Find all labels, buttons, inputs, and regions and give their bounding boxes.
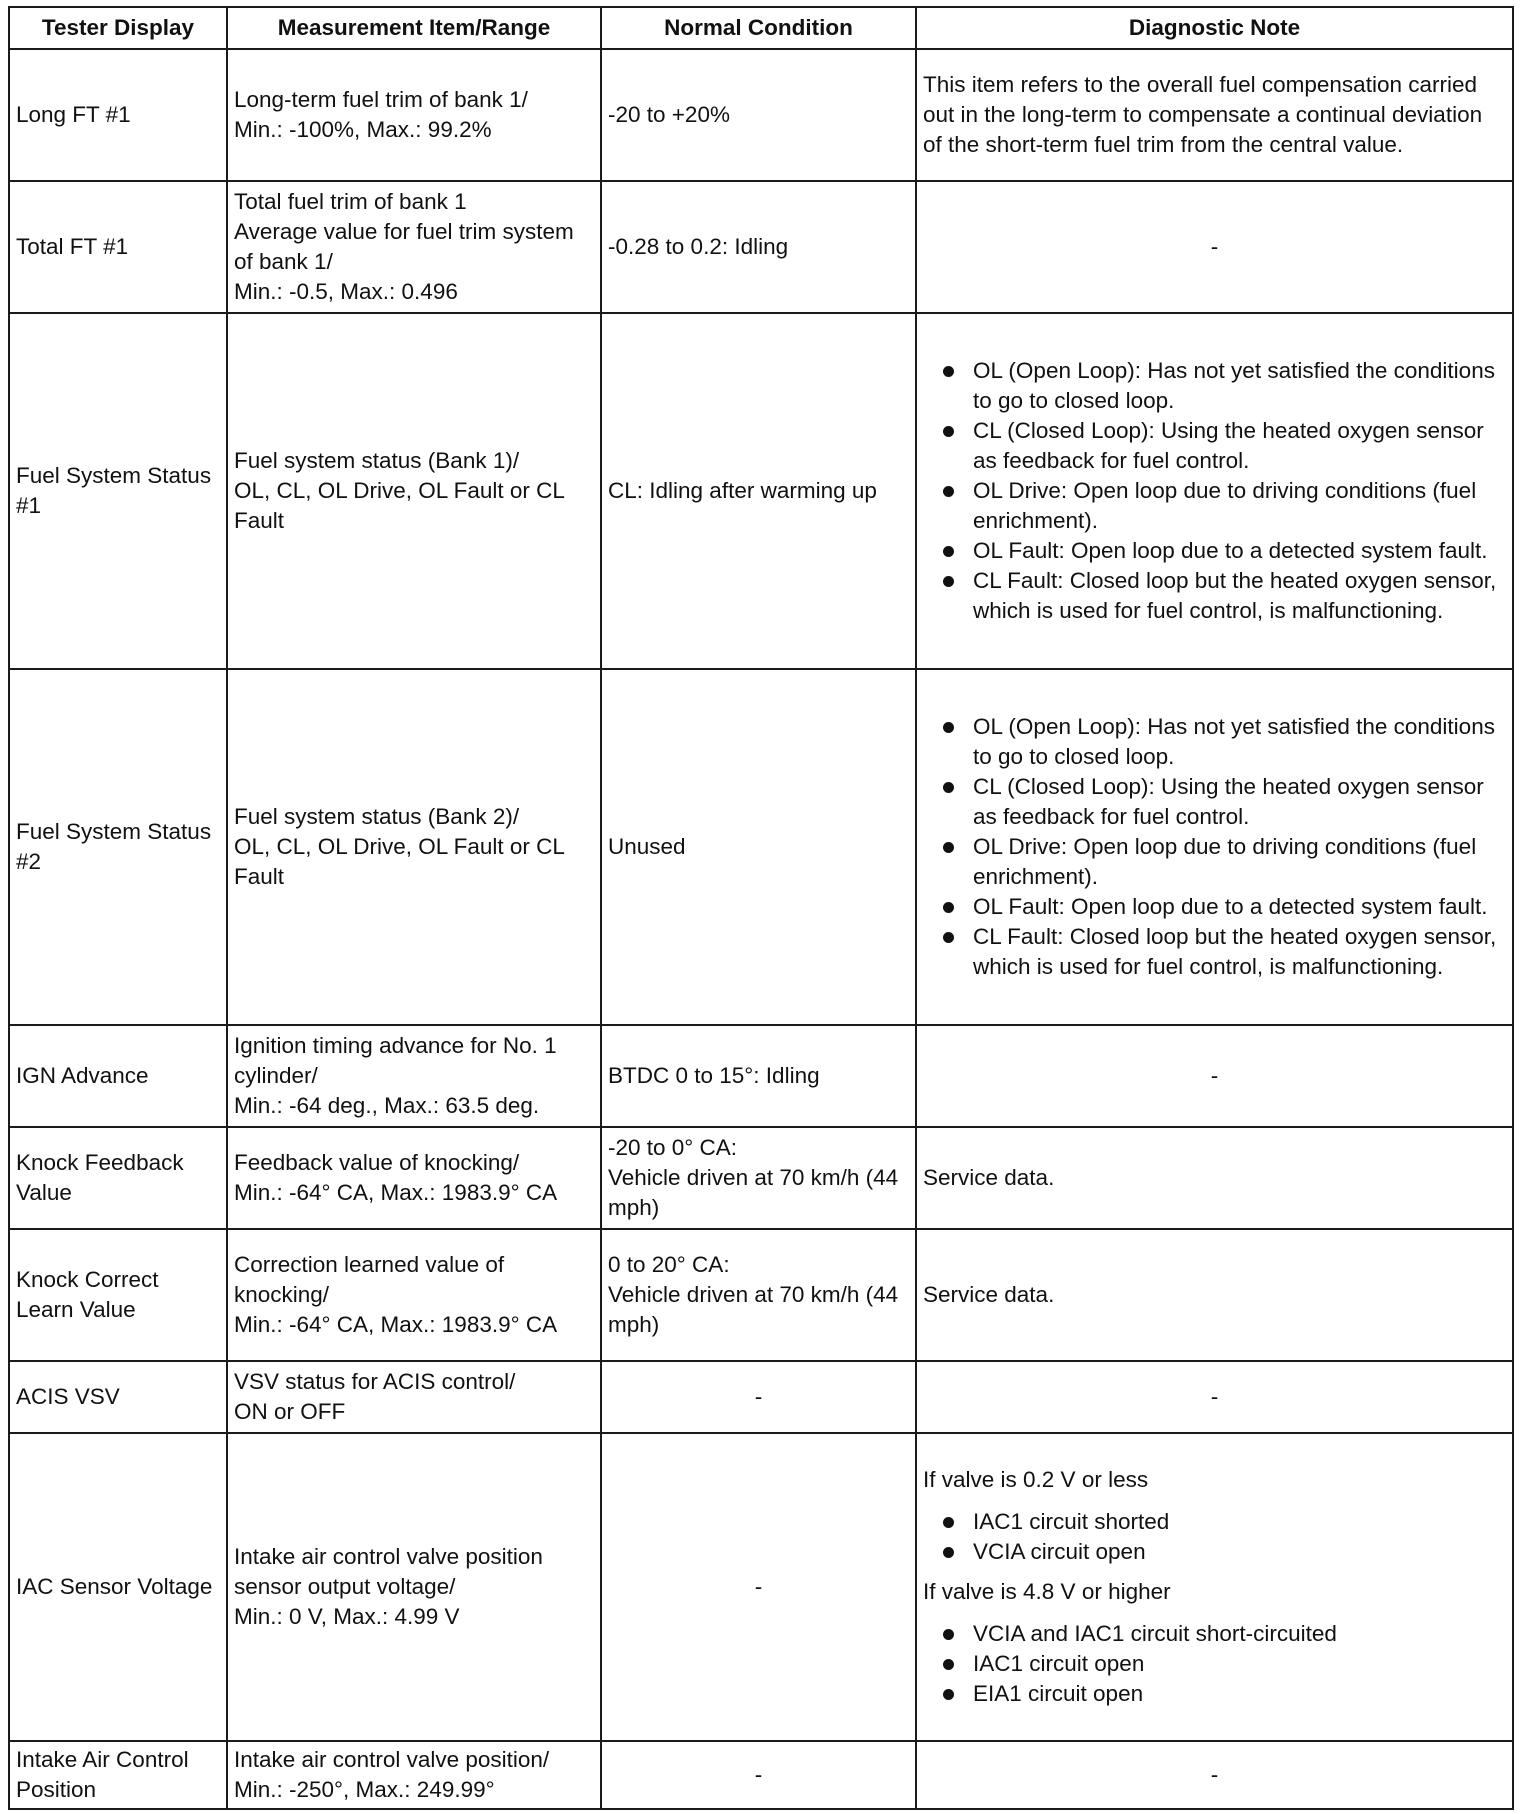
table-row: [9, 313, 1513, 669]
measurement-cell-line: Min.: -64° CA, Max.: 1983.9° CA: [234, 1312, 558, 1337]
table-row: [9, 669, 1513, 1025]
note-bullet: EIA1 circuit open: [923, 1679, 1506, 1709]
measurement-cell: [227, 313, 601, 669]
table-row: [9, 1741, 1513, 1809]
measurement-cell-line: Feedback value of knocking/: [234, 1150, 520, 1175]
note-bullet: IAC1 circuit open: [923, 1649, 1506, 1679]
table-row: [9, 49, 1513, 181]
note-bullet: OL Drive: Open loop due to driving conditions (fuel enrichment).: [923, 476, 1506, 536]
table-row: [9, 181, 1513, 313]
tester-display-cell: Knock Feedback Value: [9, 1127, 227, 1229]
measurement-cell-line: Intake air control valve position/: [234, 1747, 550, 1772]
normal-condition-cell-line: 0 to 20° CA:: [608, 1252, 730, 1277]
normal-condition-cell-line: -: [754, 1384, 763, 1409]
normal-condition-cell: [601, 49, 916, 181]
normal-condition-cell: [601, 669, 916, 1025]
measurement-cell-line: ON or OFF: [234, 1399, 346, 1424]
tester-display-cell: IAC Sensor Voltage: [9, 1433, 227, 1741]
measurement-cell-line: Fuel system status (Bank 1)/: [234, 448, 520, 473]
tester-display-cell: Fuel System Status #2: [9, 669, 227, 1025]
measurement-cell-line: Intake air control valve position sensor output voltage/: [234, 1544, 543, 1599]
measurement-cell: [227, 181, 601, 313]
diagnostic-note-cell: -: [916, 1025, 1513, 1127]
measurement-cell-line: Min.: -0.5, Max.: 0.496: [234, 279, 458, 304]
normal-condition-cell: [601, 1229, 916, 1361]
tester-display-cell: Fuel System Status #1: [9, 313, 227, 669]
table-row: [9, 1229, 1513, 1361]
diagnostic-note-cell: This item refers to the overall fuel compensation carried out in the long-term to compensate a continual deviation of the short-term fuel trim from the central value.: [916, 49, 1513, 181]
note-bullet: CL Fault: Closed loop but the heated oxygen sensor, which is used for fuel control, is malfunctioning.: [923, 566, 1506, 626]
measurement-cell: [227, 1433, 601, 1741]
diagnostic-data-table: [8, 6, 1514, 1810]
diagnostic-note-cell: Service data.: [916, 1127, 1513, 1229]
normal-condition-cell-line: Unused: [608, 834, 686, 859]
measurement-cell-line: Fuel system status (Bank 2)/: [234, 804, 520, 829]
note-bullet: CL Fault: Closed loop but the heated oxygen sensor, which is used for fuel control, is malfunctioning.: [923, 922, 1506, 982]
normal-condition-cell-line: -20 to +20%: [608, 102, 730, 127]
note-bullet: OL Fault: Open loop due to a detected system fault.: [923, 892, 1506, 922]
measurement-cell-line: Min.: -100%, Max.: 99.2%: [234, 117, 492, 142]
note-bullet: CL (Closed Loop): Using the heated oxygen sensor as feedback for fuel control.: [923, 772, 1506, 832]
note-heading: If valve is 4.8 V or higher: [923, 1579, 1171, 1604]
measurement-cell-line: Ignition timing advance for No. 1 cylinder/: [234, 1033, 557, 1088]
tester-display-cell: Total FT #1: [9, 181, 227, 313]
note-bullet: VCIA circuit open: [923, 1537, 1506, 1567]
measurement-cell: [227, 49, 601, 181]
tester-display-cell: ACIS VSV: [9, 1361, 227, 1433]
normal-condition-cell: [601, 1025, 916, 1127]
note-bullet: IAC1 circuit shorted: [923, 1507, 1506, 1537]
note-bullet-list: [923, 1507, 1506, 1567]
normal-condition-cell: [601, 1361, 916, 1433]
note-heading: If valve is 0.2 V or less: [923, 1467, 1149, 1492]
measurement-cell-line: Min.: -64° CA, Max.: 1983.9° CA: [234, 1180, 558, 1205]
measurement-cell: [227, 1361, 601, 1433]
note-bullet-list: [923, 356, 1506, 626]
normal-condition-cell-line: Vehicle driven at 70 km/h (44 mph): [608, 1165, 899, 1220]
measurement-cell: [227, 669, 601, 1025]
measurement-cell-line: Long-term fuel trim of bank 1/: [234, 87, 528, 112]
normal-condition-cell-line: -: [754, 1762, 763, 1787]
diagnostic-note-cell: [916, 313, 1513, 669]
note-bullet: OL (Open Loop): Has not yet satisfied the conditions to go to closed loop.: [923, 356, 1506, 416]
diagnostic-note-cell: -: [916, 1741, 1513, 1809]
table-row: [9, 1433, 1513, 1741]
note-bullet: CL (Closed Loop): Using the heated oxygen sensor as feedback for fuel control.: [923, 416, 1506, 476]
normal-condition-cell: [601, 313, 916, 669]
normal-condition-cell-line: -: [754, 1574, 763, 1599]
measurement-cell-line: Min.: 0 V, Max.: 4.99 V: [234, 1604, 460, 1629]
header-measurement-item: Measurement Item/Range: [227, 7, 601, 49]
table-row: [9, 1361, 1513, 1433]
diagnostic-note-cell: [916, 1433, 1513, 1741]
measurement-cell-line: Average value for fuel trim system of bank 1/: [234, 219, 574, 274]
measurement-cell-line: Min.: -250°, Max.: 249.99°: [234, 1777, 495, 1802]
tester-display-cell: Intake Air Control Position: [9, 1741, 227, 1809]
tester-display-cell: Knock Correct Learn Value: [9, 1229, 227, 1361]
diagnostic-note-cell: [916, 669, 1513, 1025]
measurement-cell: [227, 1025, 601, 1127]
table-header-row: [9, 7, 1513, 49]
measurement-cell-line: Total fuel trim of bank 1: [234, 189, 467, 214]
measurement-cell-line: VSV status for ACIS control/: [234, 1369, 516, 1394]
measurement-cell: [227, 1127, 601, 1229]
note-bullet: VCIA and IAC1 circuit short-circuited: [923, 1619, 1506, 1649]
table-row: [9, 1025, 1513, 1127]
diagnostic-note-cell: Service data.: [916, 1229, 1513, 1361]
normal-condition-cell: [601, 181, 916, 313]
measurement-cell: [227, 1229, 601, 1361]
normal-condition-cell-line: Vehicle driven at 70 km/h (44 mph): [608, 1282, 899, 1337]
normal-condition-cell-line: -0.28 to 0.2: Idling: [608, 234, 789, 259]
normal-condition-cell-line: BTDC 0 to 15°: Idling: [608, 1063, 820, 1088]
diagnostic-note-cell: -: [916, 181, 1513, 313]
diagnostic-note-cell: -: [916, 1361, 1513, 1433]
measurement-cell: [227, 1741, 601, 1809]
header-diagnostic-note: Diagnostic Note: [916, 7, 1513, 49]
normal-condition-cell: [601, 1433, 916, 1741]
note-bullet: OL Fault: Open loop due to a detected system fault.: [923, 536, 1506, 566]
note-bullet: OL Drive: Open loop due to driving conditions (fuel enrichment).: [923, 832, 1506, 892]
measurement-cell-line: OL, CL, OL Drive, OL Fault or CL Fault: [234, 478, 565, 533]
header-normal-condition: Normal Condition: [601, 7, 916, 49]
measurement-cell-line: Correction learned value of knocking/: [234, 1252, 505, 1307]
measurement-cell-line: OL, CL, OL Drive, OL Fault or CL Fault: [234, 834, 565, 889]
normal-condition-cell: [601, 1127, 916, 1229]
normal-condition-cell-line: CL: Idling after warming up: [608, 478, 877, 503]
tester-display-cell: IGN Advance: [9, 1025, 227, 1127]
table-row: [9, 1127, 1513, 1229]
note-bullet-list: [923, 712, 1506, 982]
header-tester-display: Tester Display: [9, 7, 227, 49]
measurement-cell-line: Min.: -64 deg., Max.: 63.5 deg.: [234, 1093, 540, 1118]
tester-display-cell: Long FT #1: [9, 49, 227, 181]
normal-condition-cell: [601, 1741, 916, 1809]
note-bullet: OL (Open Loop): Has not yet satisfied the conditions to go to closed loop.: [923, 712, 1506, 772]
note-bullet-list: [923, 1619, 1506, 1709]
normal-condition-cell-line: -20 to 0° CA:: [608, 1135, 738, 1160]
